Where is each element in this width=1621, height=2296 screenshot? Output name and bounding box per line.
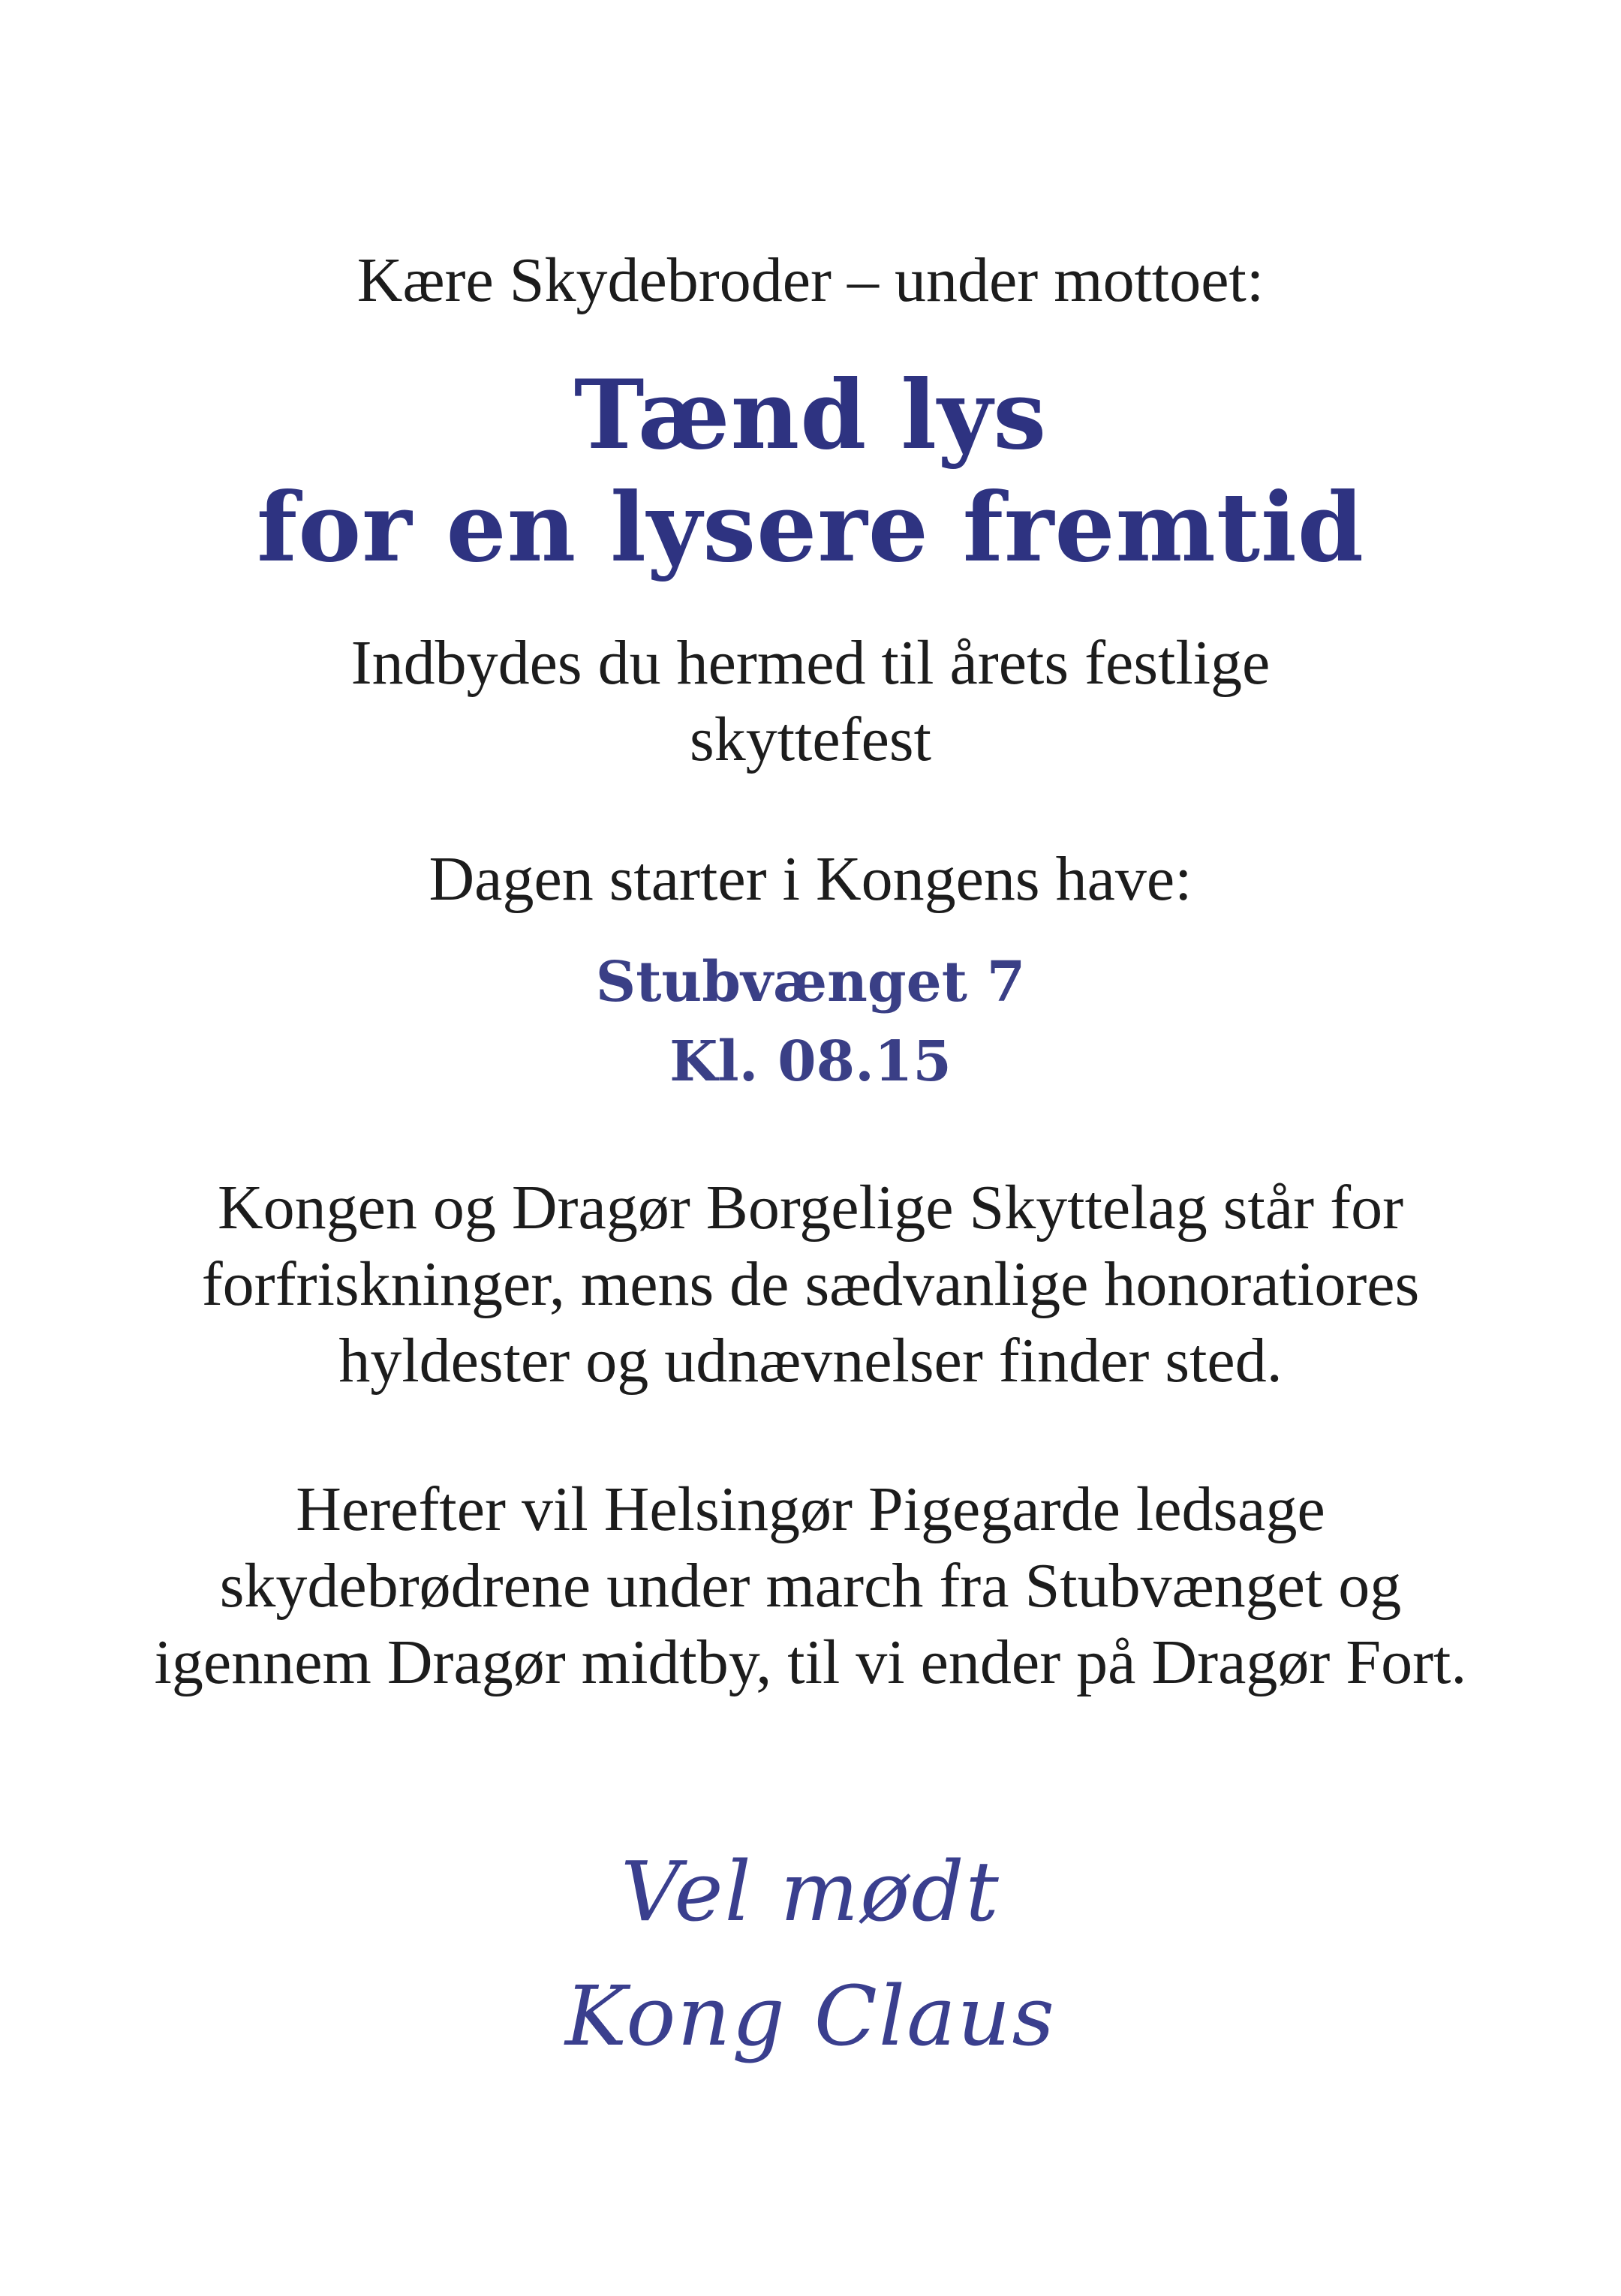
address-text: Stubvænget 7 [595, 950, 1026, 1014]
greeting-text: Kære Skydebroder – under mottoet: [356, 245, 1265, 315]
motto-line-1: Tænd lys [573, 359, 1048, 470]
paragraph-2-line-1: Herefter vil Helsingør Pigegarde ledsage [296, 1474, 1325, 1544]
motto-line-2: for en lysere fremtid [257, 472, 1364, 583]
paragraph-1-line-1: Kongen og Dragør Borgelige Skyttelag står for [217, 1173, 1404, 1243]
paragraph-1-line-2: forfriskninger, mens de sædvanlige honoratiores [201, 1249, 1420, 1319]
start-location-intro: Dagen starter i Kongens have: [429, 844, 1192, 914]
paragraph-1-line-3: hyldester og udnævnelser finder sted. [338, 1326, 1283, 1396]
paragraph-2-line-3: igennem Dragør midtby, til vi ender på Dragør Fort. [154, 1627, 1467, 1697]
time-text: Kl. 08.15 [669, 1029, 952, 1094]
invitation-line-1: Indbydes du hermed til årets festlige [350, 628, 1271, 698]
closing-line-1: Vel mødt [621, 1844, 1000, 1940]
invitation-line-2: skyttefest [690, 705, 931, 774]
signature-name: Kong Claus [565, 1968, 1056, 2064]
paragraph-2-line-2: skydebrødrene under march fra Stubvænget og [219, 1551, 1402, 1621]
